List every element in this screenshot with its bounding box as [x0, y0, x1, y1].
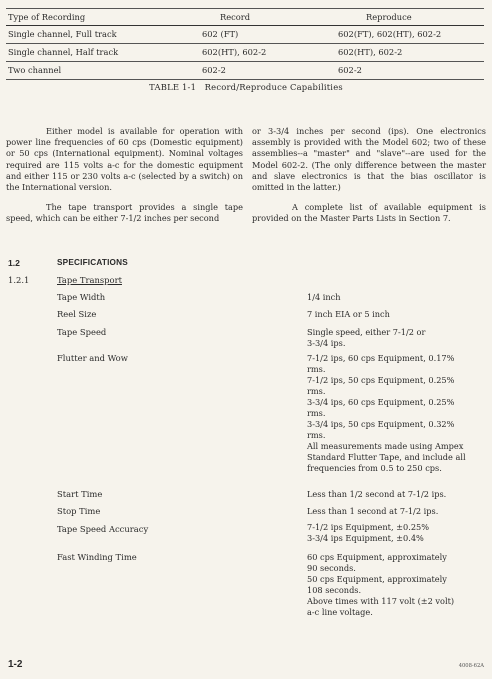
spec-value: 7-1/2 ips, 60 cps Equipment, 0.17% rms. 7-1/2 ips, 50 cps Equipment, 0.25% rms. 3-3/4 ips, 60 cps Equipment, 0.25% rms. 3-3/4 ips, 50 cps Equipment, 0.32% rms. All measurements made using Ampex Standard Flutter Tape, and include all frequencies from 0.5 to 250 cps.	[307, 353, 466, 473]
section-number: 1.2	[8, 258, 20, 268]
table-cell: 602(HT), 602-2	[202, 47, 267, 57]
spec-value: Single speed, either 7-1/2 or 3-3/4 ips.	[307, 327, 426, 348]
table-cell: 602(FT), 602(HT), 602-2	[338, 29, 442, 39]
spec-label: Tape Speed	[57, 327, 107, 337]
spec-value: Less than 1 second at 7-1/2 ips.	[307, 506, 439, 516]
paragraph: or 3-3/4 inches per second (ips). One electronics assembly is provided with the Model 602; two of these assemblies--a "master" and "slave"--are used for the Model 602-2. (The only difference between the master and slave electronics is that the bias oscillator is omitted in the latter.)	[252, 126, 486, 193]
spec-label: Start Time	[57, 489, 103, 499]
spec-value: 7-1/2 ips Equipment, ±0.25% 3-3/4 ips Equipment, ±0.4%	[307, 522, 430, 543]
table-caption: TABLE 1-1 Record/Reproduce Capabilities	[149, 82, 343, 92]
subsection-title: Tape Transport	[57, 275, 122, 285]
table-cell: 602-2	[202, 65, 226, 75]
spec-label: Tape Width	[57, 292, 106, 302]
body-column-left	[6, 126, 243, 234]
spec-value: 60 cps Equipment, approximately 90 seconds. 50 cps Equipment, approximately 108 seconds. Above times with 117 volt (±2 volt) a-c line voltage.	[307, 552, 455, 617]
body-column-right	[252, 126, 486, 234]
table-cell: Single channel, Full track	[8, 29, 117, 39]
capabilities-table	[6, 8, 484, 80]
subsection-number: 1.2.1	[8, 275, 30, 285]
table-cell: Two channel	[8, 65, 62, 75]
document-code: 4008-62A	[458, 663, 484, 669]
table-header-row	[6, 8, 484, 26]
table-cell: Single channel, Half track	[8, 47, 119, 57]
spec-value: 1/4 inch	[307, 292, 341, 302]
table-cell: 602-2	[338, 65, 362, 75]
spec-label: Fast Winding Time	[57, 552, 137, 562]
table-row	[6, 62, 484, 80]
paragraph: The tape transport provides a single tape speed, which can be either 7-1/2 inches per second	[6, 202, 243, 224]
section-title: SPECIFICATIONS	[57, 258, 128, 267]
table-row	[6, 26, 484, 44]
spec-label: Tape Speed Accuracy	[57, 524, 149, 534]
header-reproduce: Reproduce	[366, 11, 412, 22]
table-cell: 602 (FT)	[202, 29, 239, 39]
spec-value: 7 inch EIA or 5 inch	[307, 309, 390, 319]
header-record: Record	[220, 11, 251, 22]
spec-label: Flutter and Wow	[57, 353, 128, 363]
paragraph: Either model is available for operation with power line frequencies of 60 cps (Domestic equipment) or 50 cps (International equipment). Nominal voltages required are 115 volts a-c for the domestic equipment and either 115 or 230 volts a-c (selected by a switch) on the International version.	[6, 126, 243, 193]
spec-label: Stop Time	[57, 506, 101, 516]
paragraph: A complete list of available equipment is provided on the Master Parts Lists in Section 7.	[252, 202, 486, 224]
table-row	[6, 44, 484, 62]
page-number: 1-2	[8, 659, 23, 670]
spec-label: Reel Size	[57, 309, 97, 319]
header-type: Type of Recording	[8, 11, 86, 22]
spec-value: Less than 1/2 second at 7-1/2 ips.	[307, 489, 447, 499]
table-cell: 602(HT), 602-2	[338, 47, 403, 57]
